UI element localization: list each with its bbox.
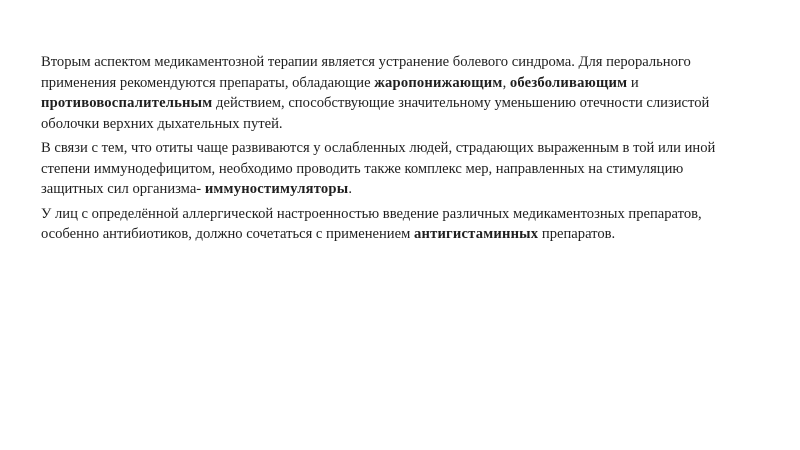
- term-antipyretic: жаропонижающим: [374, 74, 503, 91]
- text-run: ,: [502, 74, 510, 91]
- text-run: Вторым аспектом медикаментозной терапии является устранение болевого синдрома. Для перорального применения рекомендуются препараты, обладающие: [41, 54, 691, 91]
- text-run: В связи с тем, что отиты чаще развиваются у ослабленных людей, страдающих выраженным в той или иной степени иммунодефицитом, необходимо проводить также комплекс мер, направленных на стимуляцию защитных сил организма-: [41, 140, 716, 197]
- paragraph-pain-management: [41, 52, 741, 134]
- term-immunostimulants: иммуностимуляторы: [204, 181, 349, 197]
- text-run: и: [627, 74, 639, 91]
- term-anti-inflammatory: противовоспалительным: [41, 95, 213, 111]
- paragraph-allergy: [41, 204, 741, 245]
- text-run: препаратов.: [538, 226, 616, 242]
- term-analgesic: обезболивающим: [509, 74, 628, 91]
- term-antihistamine: антигистаминных: [413, 226, 539, 242]
- text-run: .: [348, 181, 352, 197]
- text-run: действием, способствующие значительному уменьшению отечности слизистой оболочки верхних дыхательных путей.: [41, 95, 710, 132]
- paragraph-immunity: [41, 138, 741, 200]
- text-run: У лиц с определённой аллергической настроенностью введение различных медикаментозных препаратов, особенно антибиотиков, должно сочетаться с применением: [41, 205, 702, 242]
- slide-text-body: [41, 52, 741, 245]
